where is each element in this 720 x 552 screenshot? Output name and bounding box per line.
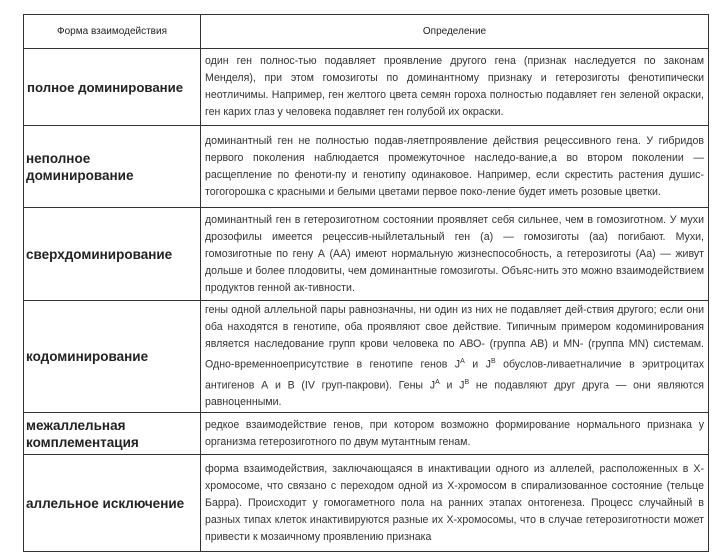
definition-text: не подавляют друг друга — они являются равноценными. (205, 379, 704, 409)
table-row (24, 126, 709, 208)
row-form: полное доминирование (24, 49, 201, 126)
table-row (24, 49, 709, 126)
row-form: неполное доминирование (24, 126, 201, 208)
superscript: A (460, 358, 465, 365)
header-form: Форма взаимодействия (24, 15, 201, 49)
row-form: кодоминирование (24, 301, 201, 413)
gene-interaction-table (23, 14, 709, 552)
table-header-row (24, 15, 709, 49)
row-definition (201, 301, 709, 413)
row-form: сверхдоминирование (24, 208, 201, 301)
row-form: аллельное исключение (24, 455, 201, 552)
superscript: B (464, 378, 470, 386)
definition-text: гены одной аллельной пары равнозначны, ни один из них не подавляет дей-ствия другого; если они оба находятся в генотипе, оба проявляют свое действие. Типичным примером кодоминирования является наследование групп крови человека по АВО- (группа АВ) и MN- (группа MN) системам. Одно-временноеприсутствие в генотипе генов J (205, 304, 704, 371)
table-row (24, 301, 709, 413)
row-definition: доминантный ген не полностью подав-ляетпроявление действия рецессивного гена. У гибридов первого поколения наблюдается промежуточное наследо-вание,а во втором поколении — расщепление по феноти-пу и генотипу одинаковое. Например, если скрестить растения душис-тогогорошка с красными и белыми цветами первое поко-ление будет иметь розовые цветки. (201, 126, 709, 208)
superscript: B (490, 358, 496, 365)
definition-text: и J (464, 358, 491, 371)
header-definition: Определение (201, 15, 709, 49)
definition-text: обуслов-ливаетналичие в эритроцитах антигенов А и В (IV груп-пакрови). Гены J (205, 358, 705, 392)
superscript: A (435, 378, 440, 386)
row-form: межаллельная комплементация (24, 413, 201, 455)
table-row (24, 208, 709, 301)
table-row (24, 455, 709, 552)
table-row (24, 413, 709, 455)
row-definition: доминантный ген в гетерозиготном состоянии проявляет себя сильнее, чем в гомозиготном. У мухи дрозофилы имеется рецессив-ныйлетальный ген (а) — гомозиготы (аа) погибают. Мухи, гомозиготные по гену А (АА) имеют нормальную жизнеспособность, а гетерозиготы (Аа) — живут дольше и более плодовиты, чем доминантные гомозиготы. Объяс-нить это можно взаимодействием продуктов генной ак-тивности. (201, 208, 709, 301)
row-definition: один ген полнос-тью подавляет проявление другого гена (признак наследуется по законам Менделя), при этом гомозиготы по доминантному признаку и гетерозиготы фенотипически неотличимы. Например, ген желтого цвета семян гороха полностью подавляет ген зеленой окраски, ген карих глаз у человека подавляет ген голубой их окраски. (201, 49, 709, 126)
row-definition: редкое взаимодействие генов, при котором возможно формирование нормального признака у организма гетерозиготного по двум мутантным генам. (201, 413, 709, 455)
definition-text: и J (439, 379, 465, 392)
row-definition: форма взаимодействия, заключающаяся в инактивации одного из аллелей, расположенных в Х-хромосоме, что связано с переходом одной из Х-хромосом в спирализованное состояние (тельце Барра). Происходит у гомогаметного пола на ранних этапах онтогенеза. Процесс случайный в разных типах клеток инактивируются разные их Х-хромосомы, что в случае гетерозиготности может привести к мозаичному проявлению признака (201, 455, 709, 552)
